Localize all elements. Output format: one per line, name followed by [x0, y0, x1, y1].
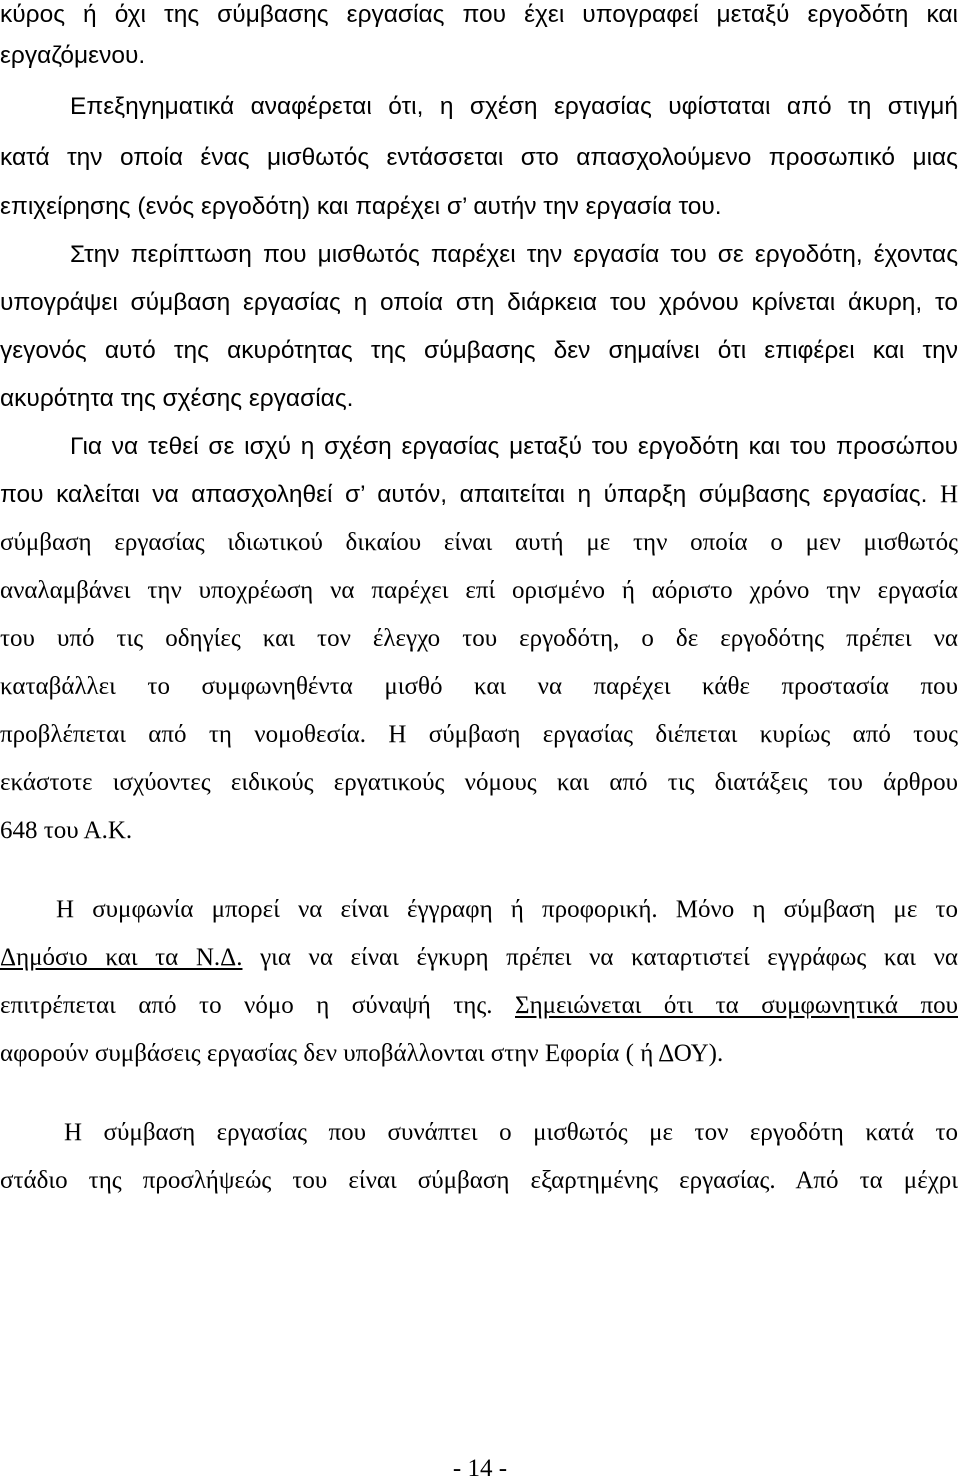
text-span: Η σύμβαση εργασίας που συνάπτει ο μισθωτός με τον εργοδότη κατά το: [64, 1119, 958, 1146]
page-number: - 14 -: [452, 1455, 508, 1482]
text-line: [0, 768, 958, 798]
text-line: [56, 895, 958, 925]
text-line: [0, 576, 958, 606]
text-span: για να είναι έγκυρη πρέπει να καταρτιστεί εγγράφως και να: [260, 944, 959, 971]
text-line: [0, 528, 958, 558]
text-line: [0, 192, 958, 222]
text-line: [64, 1118, 958, 1148]
text-line: [70, 240, 958, 270]
text-line: [0, 943, 958, 973]
text-line: [0, 991, 958, 1021]
text-span: εκάστοτε ισχύοντες ειδικούς εργατικούς νόμους και από τις διατάξεις του άρθρου: [0, 769, 958, 796]
text-line: [0, 41, 958, 71]
text-span: καταβάλλει το συμφωνηθέντα μισθό και να παρέχει κάθε προστασία που: [0, 673, 958, 700]
text-span: κατά την οποία ένας μισθωτός εντάσσεται στο απασχολούμενο προσωπικό μιας: [0, 144, 958, 171]
text-line: [70, 92, 958, 122]
text-span: ακυρότητα της σχέσης εργασίας.: [0, 385, 354, 412]
text-span: αναλαμβάνει την υποχρέωση να παρέχει επί ορισμένο ή αόριστο χρόνο την εργασία: [0, 577, 958, 604]
underlined-text: Δημόσιο και τα Ν.Δ.: [0, 944, 243, 971]
text-span: 648 του Α.Κ.: [0, 817, 133, 844]
text-span: Επεξηγηματικά αναφέρεται ότι, η σχέση εργασίας υφίσταται από τη στιγμή: [70, 93, 958, 120]
text-line: [0, 1166, 958, 1196]
text-span: υπογράψει σύμβαση εργασίας η οποία στη διάρκεια του χρόνου κρίνεται άκυρη, το: [0, 289, 958, 316]
text-line: [0, 1039, 958, 1069]
underlined-text: Σημειώνεται ότι τα συμφωνητικά που: [515, 992, 958, 1019]
text-line: [70, 432, 958, 462]
text-span: γεγονός αυτό της ακυρότητας της σύμβασης δεν σημαίνει ότι επιφέρει και την: [0, 337, 958, 364]
text-line: [0, 816, 958, 846]
text-span: προβλέπεται από τη νομοθεσία.: [0, 721, 367, 748]
text-line: [0, 143, 958, 173]
text-span: επιτρέπεται από το νόμο η σύναψή της.: [0, 992, 493, 1019]
text-line: [0, 624, 958, 654]
text-span: Στην περίπτωση που μισθωτός παρέχει την εργασία του σε εργοδότη, έχοντας: [70, 241, 958, 268]
text-span: Η: [939, 481, 958, 508]
text-line: [0, 0, 958, 30]
text-span: Η συμφωνία μπορεί να είναι έγγραφη ή προφορική. Μόνο η σύμβαση με το: [56, 896, 958, 923]
text-line: [0, 720, 958, 750]
text-span: του υπό τις οδηγίες και τον έλεγχο του εργοδότη, ο δε εργοδότης πρέπει να: [0, 625, 958, 652]
text-line: [0, 672, 958, 702]
text-line: [0, 336, 958, 366]
text-span: σύμβαση εργασίας ιδιωτικού δικαίου είναι αυτή με την οποία ο μεν μισθωτός: [0, 529, 958, 556]
text-span: Η σύμβαση εργασίας διέπεται κυρίως από τους: [388, 721, 958, 748]
text-line: [0, 480, 958, 510]
text-span: Για να τεθεί σε ισχύ η σχέση εργασίας μεταξύ του εργοδότη και του προσώπου: [70, 433, 958, 460]
text-span: κύρος ή όχι της σύμβασης εργασίας που έχει υπογραφεί μεταξύ εργοδότη και: [0, 1, 958, 28]
text-line: [0, 384, 958, 414]
text-span: στάδιο της προσλήψεώς του είναι σύμβαση εξαρτημένης εργασίας. Από τα μέχρι: [0, 1167, 958, 1194]
text-line: [0, 288, 958, 318]
text-span: εργαζόμενου.: [0, 42, 146, 69]
text-span: αφορούν συμβάσεις εργασίας δεν υποβάλλονται στην Εφορία ( ή ΔΟΥ).: [0, 1040, 724, 1067]
text-span: επιχείρησης (ενός εργοδότη) και παρέχει σ’ αυτήν την εργασία του.: [0, 193, 722, 220]
text-span: που καλείται να απασχοληθεί σ’ αυτόν, απαιτείται η ύπαρξη σύμβασης εργασίας.: [0, 481, 928, 508]
